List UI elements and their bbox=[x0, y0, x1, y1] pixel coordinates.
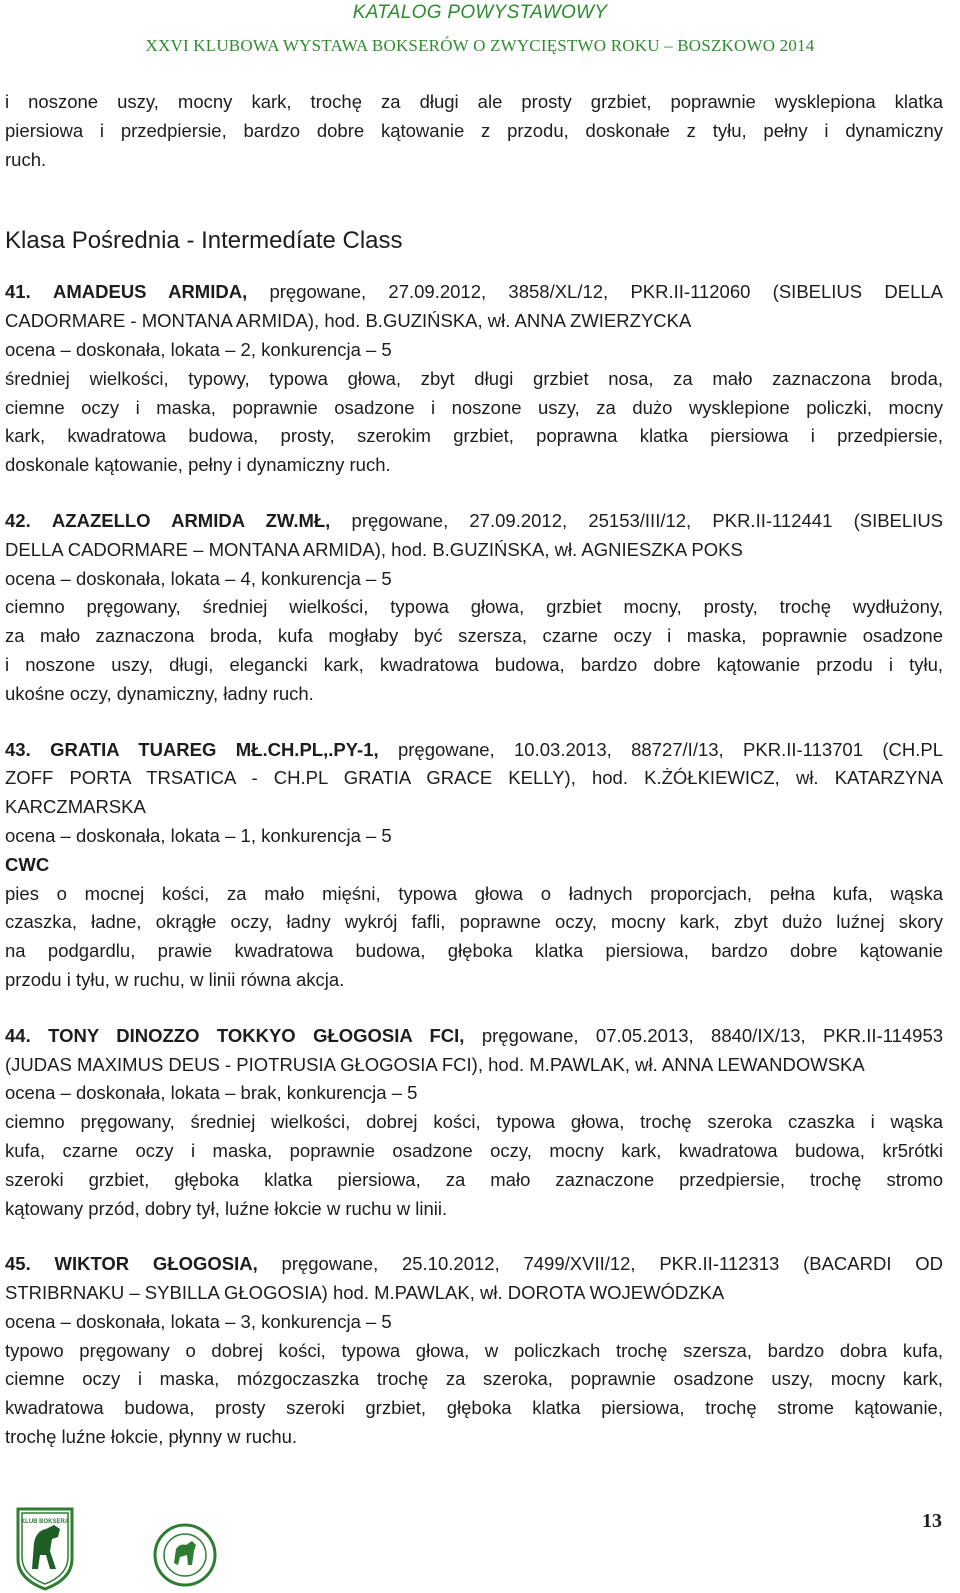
entry-description-line: kwadratowa budowa, prosty szeroki grzbiet, głęboka klatka piersiowa, trochę strome kątowanie, bbox=[5, 1397, 943, 1419]
intro-line: piersiowa i przedpiersie, bardzo dobre kątowanie z przodu, doskonałe z tyłu, pełny i dynamiczny bbox=[5, 119, 943, 141]
entry-number: 45. bbox=[5, 1253, 31, 1275]
entry-details: pręgowane, 27.09.2012, 25153/III/12, PKR.II-112441 (SIBELIUS bbox=[351, 509, 944, 531]
entry-dog-name: TONY DINOZZO TOKKYO GŁOGOSIA FCI, bbox=[48, 1024, 465, 1046]
entry-number: 44. bbox=[5, 1024, 31, 1046]
catalog-entry bbox=[5, 278, 943, 480]
entry-description-line: ciemne oczy i maska, poprawnie osadzone i noszone uszy, za dużo wysklepione policzki, mocny bbox=[5, 396, 943, 418]
entries-list bbox=[5, 278, 943, 1451]
entry-description-line: na podgardlu, prawie kwadratowa budowa, głęboka klatka piersiowa, bardzo dobre kątowanie bbox=[5, 940, 943, 962]
entry-details: pręgowane, 10.03.2013, 88727/I/13, PKR.II-113701 (CH.PL bbox=[397, 738, 944, 760]
intro-line: ruch. bbox=[5, 148, 47, 170]
entry-details: pręgowane, 27.09.2012, 3858/XL/12, PKR.II-112060 (SIBELIUS DELLA bbox=[269, 281, 944, 303]
entry-heading-line: ZOFF PORTA TRSATICA - CH.PL GRATIA GRACE KELLY), hod. K.ŻÓŁKIEWICZ, wł. KATARZYNA bbox=[5, 767, 943, 789]
entry-rating: ocena – doskonała, lokata – 1, konkurencja – 5 bbox=[5, 824, 392, 846]
entry-description-line: typowo pręgowany o dobrej kości, typowa głowa, w policzkach trochę szersza, bardzo dobra kufa, bbox=[5, 1339, 943, 1361]
entry-heading-line: KARCZMARSKA bbox=[5, 796, 146, 818]
svg-text:KLUB BOKSERA: KLUB BOKSERA bbox=[20, 1519, 70, 1525]
intro-paragraph bbox=[5, 88, 943, 174]
entry-rating: ocena – doskonała, lokata – brak, konkurencja – 5 bbox=[5, 1082, 418, 1104]
entry-description-line: ciemne oczy i maska, mózgoczaszka trochę za szeroka, poprawnie osadzone uszy, mocny kark, bbox=[5, 1368, 943, 1390]
entry-heading-line: (JUDAS MAXIMUS DEUS - PIOTRUSIA GŁOGOSIA FCI), hod. M.PAWLAK, wł. ANNA LEWANDOWSKA bbox=[5, 1053, 865, 1075]
show-title: XXVI KLUBOWA WYSTAWA BOKSERÓW O ZWYCIĘSTWO ROKU – BOSZKOWO 2014 bbox=[145, 36, 815, 55]
entry-description-line: i noszone uszy, długi, elegancki kark, kwadratowa budowa, bardzo dobre kątowanie przodu i tyłu, bbox=[5, 653, 943, 675]
catalog-entry bbox=[5, 736, 943, 995]
entry-description-line: doskonale kątowanie, pełny i dynamiczny ruch. bbox=[5, 454, 391, 476]
entry-heading-line: STRIBRNAKU – SYBILLA GŁOGOSIA) hod. M.PAWLAK, wł. DOROTA WOJEWÓDZKA bbox=[5, 1282, 725, 1304]
entry-details: pręgowane, 25.10.2012, 7499/XVII/12, PKR.II-112313 (BACARDI OD bbox=[281, 1253, 943, 1275]
entry-details: pręgowane, 07.05.2013, 8840/IX/13, PKR.II-114953 bbox=[481, 1024, 944, 1046]
entry-rating: ocena – doskonała, lokata – 2, konkurencja – 5 bbox=[5, 338, 392, 360]
entry-number: 42. bbox=[5, 509, 31, 531]
entry-dog-name: WIKTOR GŁOGOSIA, bbox=[54, 1253, 258, 1275]
intro-line: i noszone uszy, mocny kark, trochę za długi ale prosty grzbiet, poprawnie wysklepiona klatka bbox=[5, 91, 943, 112]
catalog-entry bbox=[5, 1022, 943, 1224]
entry-description-line: przodu i tyłu, w ruchu, w linii równa akcja. bbox=[5, 968, 345, 990]
entry-number: 41. bbox=[5, 281, 31, 303]
entry-award: CWC bbox=[5, 853, 50, 875]
entry-description-line: kark, kwadratowa budowa, prosty, szerokim grzbiet, poprawna klatka piersiowa i przedpiersie, bbox=[5, 425, 943, 447]
boxer-club-logo-icon bbox=[10, 1499, 80, 1593]
entry-description-line: średniej wielkości, typowy, typowa głowa, zbyt długi grzbiet nosa, za mało zaznaczona broda, bbox=[5, 367, 943, 389]
catalog-entry bbox=[5, 1250, 943, 1452]
entry-number: 43. bbox=[5, 738, 31, 760]
zkwp-logo-icon bbox=[152, 1499, 218, 1593]
entry-dog-name: GRATIA TUAREG MŁ.CH.PL,.PY-1, bbox=[50, 738, 379, 760]
entry-description-line: kufa, czarne oczy i maska, poprawnie osadzone oczy, mocny kark, kwadratowa budowa, kr5rótki bbox=[5, 1139, 943, 1161]
page-number: 13 bbox=[922, 1510, 942, 1532]
entry-heading-line bbox=[5, 507, 943, 536]
entry-description-line: ciemno pręgowany, średniej wielkości, typowa głowa, grzbiet mocny, prosty, trochę wydłużony, bbox=[5, 596, 943, 618]
entry-description-line: ciemno pręgowany, średniej wielkości, dobrej kości, typowa głowa, trochę szeroka czaszka i wąska bbox=[5, 1111, 943, 1133]
entry-heading-line bbox=[5, 736, 943, 765]
document-body bbox=[5, 88, 943, 1452]
entry-description-line: ukośne oczy, dynamiczny, ładny ruch. bbox=[5, 682, 314, 704]
entry-description-line: szeroki grzbiet, głęboka klatka piersiowa, za mało zaznaczone przedpiersie, trochę stromo bbox=[5, 1168, 943, 1190]
catalog-entry bbox=[5, 507, 943, 709]
entry-heading-line bbox=[5, 1250, 943, 1279]
entry-description-line: czaszka, ładne, okrągłe oczy, ładny wykrój fafli, poprawne oczy, mocny kark, zbyt dużo luźnej skory bbox=[5, 911, 943, 933]
entry-dog-name: AZAZELLO ARMIDA ZW.MŁ, bbox=[51, 509, 331, 531]
entry-rating: ocena – doskonała, lokata – 3, konkurencja – 5 bbox=[5, 1310, 392, 1332]
entry-heading-line bbox=[5, 1022, 943, 1051]
entry-dog-name: AMADEUS ARMIDA, bbox=[52, 281, 248, 303]
entry-heading-line bbox=[5, 278, 943, 307]
catalog-title: KATALOG POWYSTAWOWY bbox=[352, 2, 608, 23]
section-title: Klasa Pośrednia - Intermedíate Class bbox=[5, 227, 403, 255]
entry-heading-line: CADORMARE - MONTANA ARMIDA), hod. B.GUZIŃSKA, wł. ANNA ZWIERZYCKA bbox=[5, 310, 692, 332]
entry-description-line: trochę luźne łokcie, płynny w ruchu. bbox=[5, 1426, 298, 1448]
entry-rating: ocena – doskonała, lokata – 4, konkurencja – 5 bbox=[5, 567, 392, 589]
entry-description-line: pies o mocnej kości, za mało mięśni, typowa głowa o ładnych proporcjach, pełna kufa, wąska bbox=[5, 882, 943, 904]
entry-description-line: za mało zaznaczona broda, kufa mogłaby być szersza, czarne oczy i maska, poprawnie osadzone bbox=[5, 625, 943, 647]
entry-description-line: kątowany przód, dobry tył, luźne łokcie w ruchu w linii. bbox=[5, 1197, 448, 1219]
entry-heading-line: DELLA CADORMARE – MONTANA ARMIDA), hod. B.GUZIŃSKA, wł. AGNIESZKA POKS bbox=[5, 538, 743, 560]
